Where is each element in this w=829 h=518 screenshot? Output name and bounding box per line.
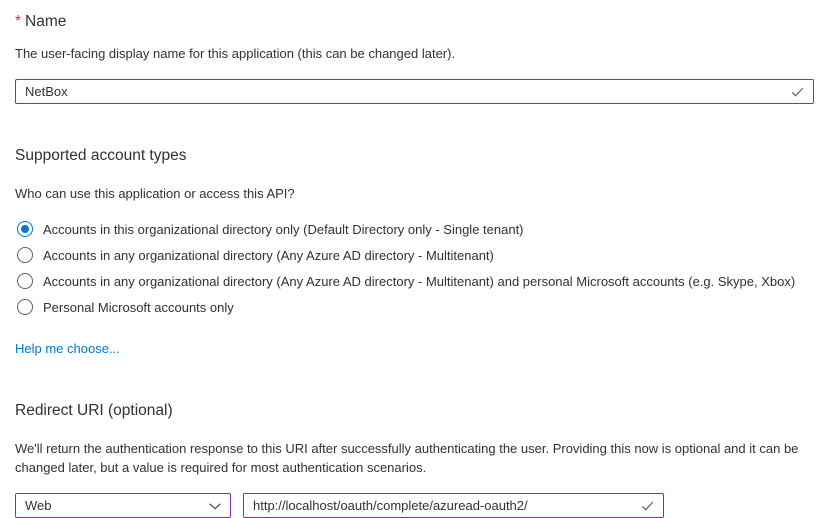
platform-selected-value: Web [25,498,52,513]
radio-button-icon[interactable] [17,221,33,237]
radio-option-label: Accounts in this organizational directory only (Default Directory only - Single tenant) [43,221,524,237]
account-types-question: Who can use this application or access this API? [15,186,295,201]
redirect-uri-input[interactable] [243,493,664,518]
radio-selected-dot [21,225,29,233]
radio-button-icon[interactable] [17,247,33,263]
radio-option-label: Personal Microsoft accounts only [43,299,234,315]
name-field-description: The user-facing display name for this application (this can be changed later). [15,46,456,61]
platform-select-container [15,493,231,518]
redirect-uri-heading: Redirect URI (optional) [15,402,173,419]
redirect-uri-controls-row [15,493,814,518]
redirect-uri-description: We'll return the authentication response to this URI after successfully authenticating the user. Providing this now is optional and it can be changed later, but a value is required for most authentication scenarios. [15,441,799,475]
name-label-text: Name [25,13,67,30]
name-field-label [15,12,814,32]
radio-option-single-tenant[interactable] [15,216,814,242]
radio-option-label: Accounts in any organizational directory (Any Azure AD directory - Multitenant) and personal Microsoft accounts (e.g. Skype, Xbox) [43,273,796,289]
radio-option-multitenant-personal[interactable] [15,268,814,294]
chevron-down-icon [208,499,222,513]
platform-select[interactable] [15,493,231,518]
name-input[interactable] [15,79,814,104]
name-input-container [15,79,814,104]
radio-button-icon[interactable] [17,299,33,315]
radio-button-icon[interactable] [17,273,33,289]
required-asterisk: * [15,13,22,30]
supported-account-types-heading: Supported account types [15,147,187,164]
valid-checkmark-icon [640,498,655,513]
help-me-choose-link[interactable]: Help me choose... [15,341,120,356]
account-types-radio-group [15,216,814,320]
radio-option-multitenant[interactable] [15,242,814,268]
radio-option-personal-only[interactable] [15,294,814,320]
valid-checkmark-icon [790,84,805,99]
radio-option-label: Accounts in any organizational directory (Any Azure AD directory - Multitenant) [43,247,494,263]
redirect-uri-input-container [243,493,664,518]
